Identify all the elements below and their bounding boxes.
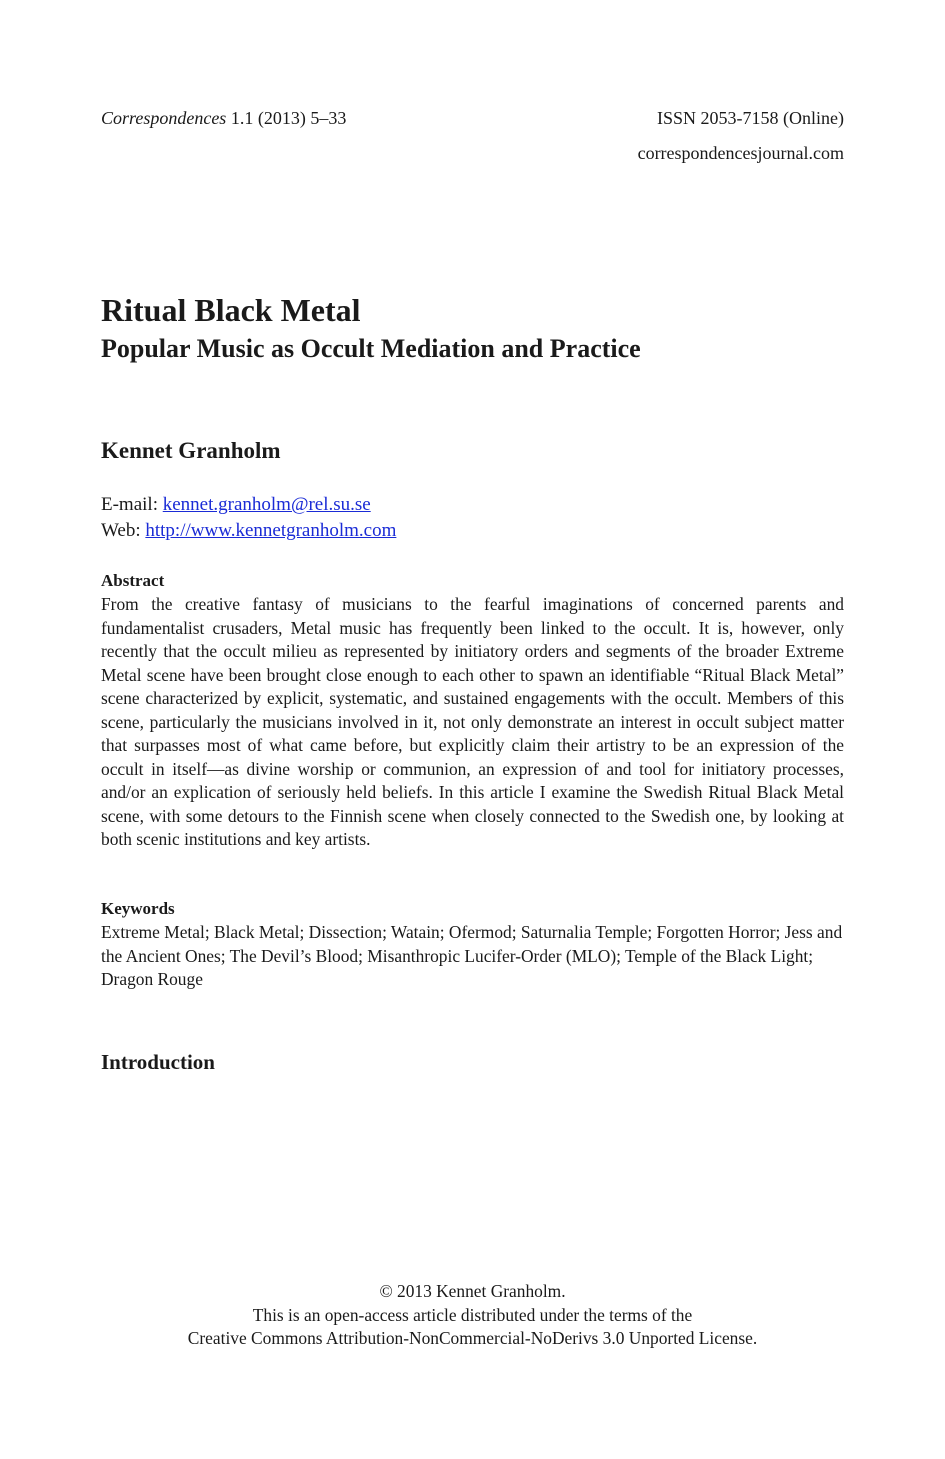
web-link[interactable]: http://www.kennetgranholm.com [145,520,397,541]
copyright-line: © 2013 Kennet Granholm. [379,1281,566,1301]
journal-name: Correspondences [101,108,227,128]
license-line-2: Creative Commons Attribution-NonCommercial-NoDerivs 3.0 Unported License. [187,1328,758,1348]
journal-issue: 1.1 (2013) 5–33 [230,108,347,128]
article-subtitle: Popular Music as Occult Mediation and Practice [101,334,641,363]
license-footer [0,1280,945,1351]
journal-citation [101,105,346,131]
abstract-text: From the creative fantasy of musicians to the fearful imaginations of concerned parents and fundamentalist crusaders, Metal music has frequently been linked to the occult. It is, however, only recently that the occult milieu as represented by initiatory orders and segments of the broader Extreme Metal scene have been brought close enough to each other to spawn an identifiable “Ritual Black Metal” scene characterized by explicit, systematic, and sustained engagements with the occult. Members of this scene, particularly the musicians involved in it, not only demonstrate an interest in occult subject matter that surpasses most of what came before, but explicitly claim their artistry to be an expression of the occult in itself—as divine worship or communion, an expression of and tool for initiatory processes, and/or an explication of seriously held beliefs. In this article I examine the Swedish Ritual Black Metal scene, with some detours to the Finnish scene when closely connected to the Swedish one, by looking at both scenic institutions and key artists. [101,594,844,849]
issn: ISSN 2053-7158 (Online) [657,108,844,128]
author-contact [101,492,396,544]
introduction-heading: Introduction [101,1050,215,1074]
email-label: E-mail: [101,494,158,515]
journal-info [638,105,844,166]
web-line [101,518,396,544]
web-label: Web: [101,520,141,541]
keywords-heading: Keywords [101,899,175,918]
journal-website: correspondencesjournal.com [637,143,844,163]
email-link[interactable]: kennet.granholm@rel.su.se [162,494,371,515]
email-line [101,492,396,518]
article-title: Ritual Black Metal [101,292,361,328]
keywords-text: Extreme Metal; Black Metal; Dissection; Watain; Ofermod; Saturnalia Temple; Forgotten Horror; Jess and the Ancient Ones; The Devil’s Blood; Misanthropic Lucifer-Order (MLO); Temple of the Black Light; Dragon Rouge [101,922,843,989]
abstract-heading: Abstract [101,571,165,590]
license-line-1: This is an open-access article distributed under the terms of the [252,1304,693,1325]
author-name: Kennet Granholm [101,438,281,463]
